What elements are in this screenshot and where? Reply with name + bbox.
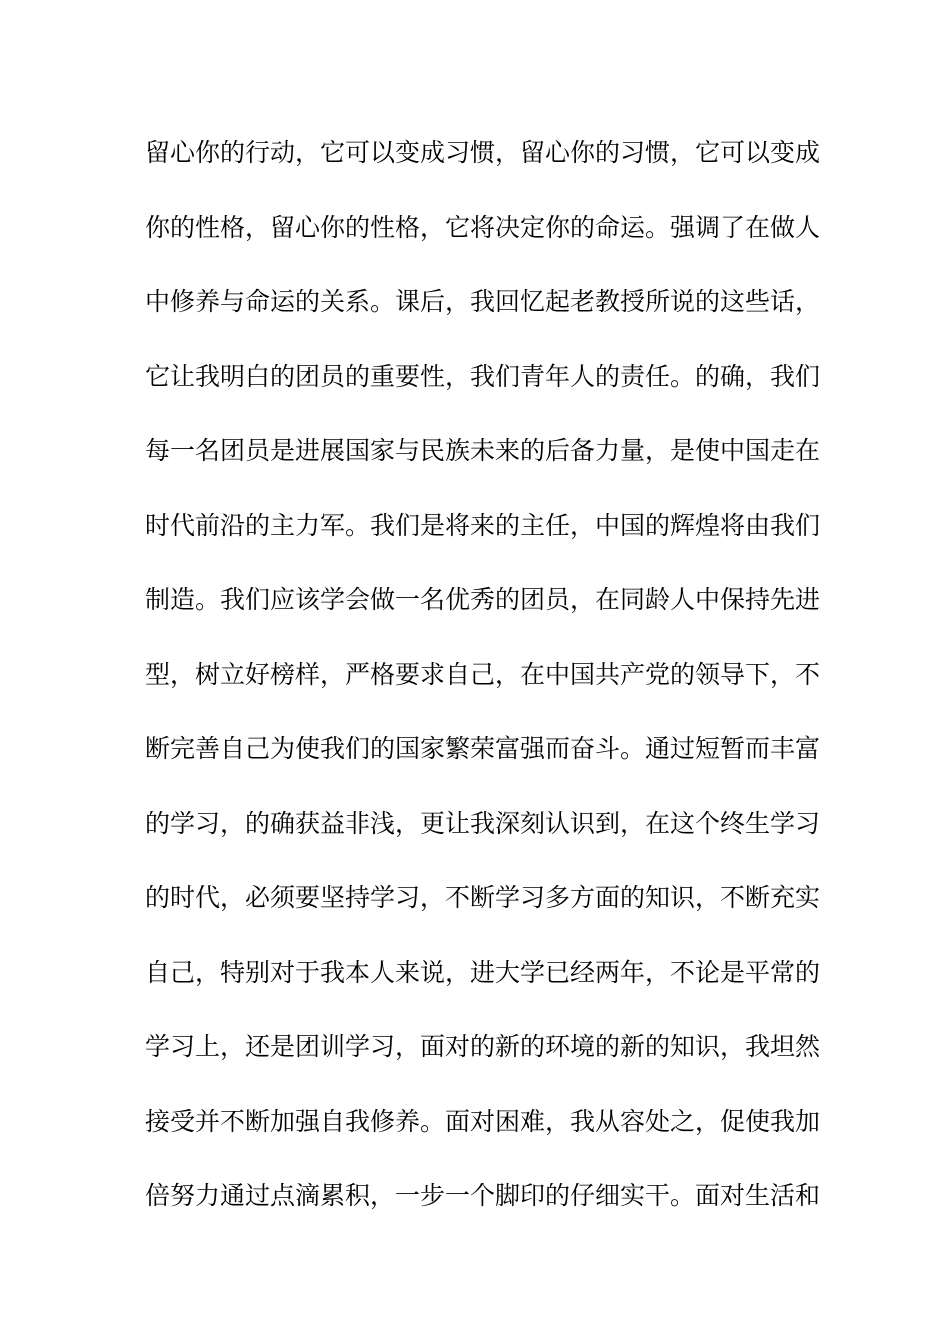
text-line: 型，树立好榜样，严格要求自己，在中国共产党的领导下，不: [145, 659, 821, 689]
text-line: 制造。我们应该学会做一名优秀的团员，在同龄人中保持先进: [145, 585, 821, 614]
text-line: 的学习，的确获益非浅，更让我深刻认识到，在这个终生学习: [145, 808, 821, 838]
text-line: 每一名团员是进展国家与民族未来的后备力量，是使中国走在: [145, 436, 821, 465]
text-line: 你的性格，留心你的性格，它将决定你的命运。强调了在做人: [145, 212, 821, 242]
text-line: 中修养与命运的关系。课后，我回忆起老教授所说的这些话，: [145, 287, 821, 316]
text-line: 它让我明白的团员的重要性，我们青年人的责任。的确，我们: [145, 361, 821, 391]
text-line: 自己，特别对于我本人来说，进大学已经两年，不论是平常的: [145, 957, 821, 987]
text-line: 倍努力通过点滴累积，一步一个脚印的仔细实干。面对生活和: [145, 1181, 821, 1210]
text-line: 学习上，还是团训学习，面对的新的环境的新的知识，我坦然: [145, 1032, 821, 1061]
text-line: 留心你的行动，它可以变成习惯，留心你的习惯，它可以变成: [145, 138, 821, 167]
text-line: 时代前沿的主力军。我们是将来的主任，中国的辉煌将由我们: [145, 510, 821, 540]
body-text: [145, 131, 821, 1249]
text-line: 的时代，必须要坚持学习，不断学习多方面的知识，不断充实: [145, 883, 821, 912]
text-line: 接受并不断加强自我修养。面对困难，我从容处之，促使我加: [145, 1106, 821, 1136]
text-line: 断完善自己为使我们的国家繁荣富强而奋斗。通过短暂而丰富: [145, 734, 821, 763]
